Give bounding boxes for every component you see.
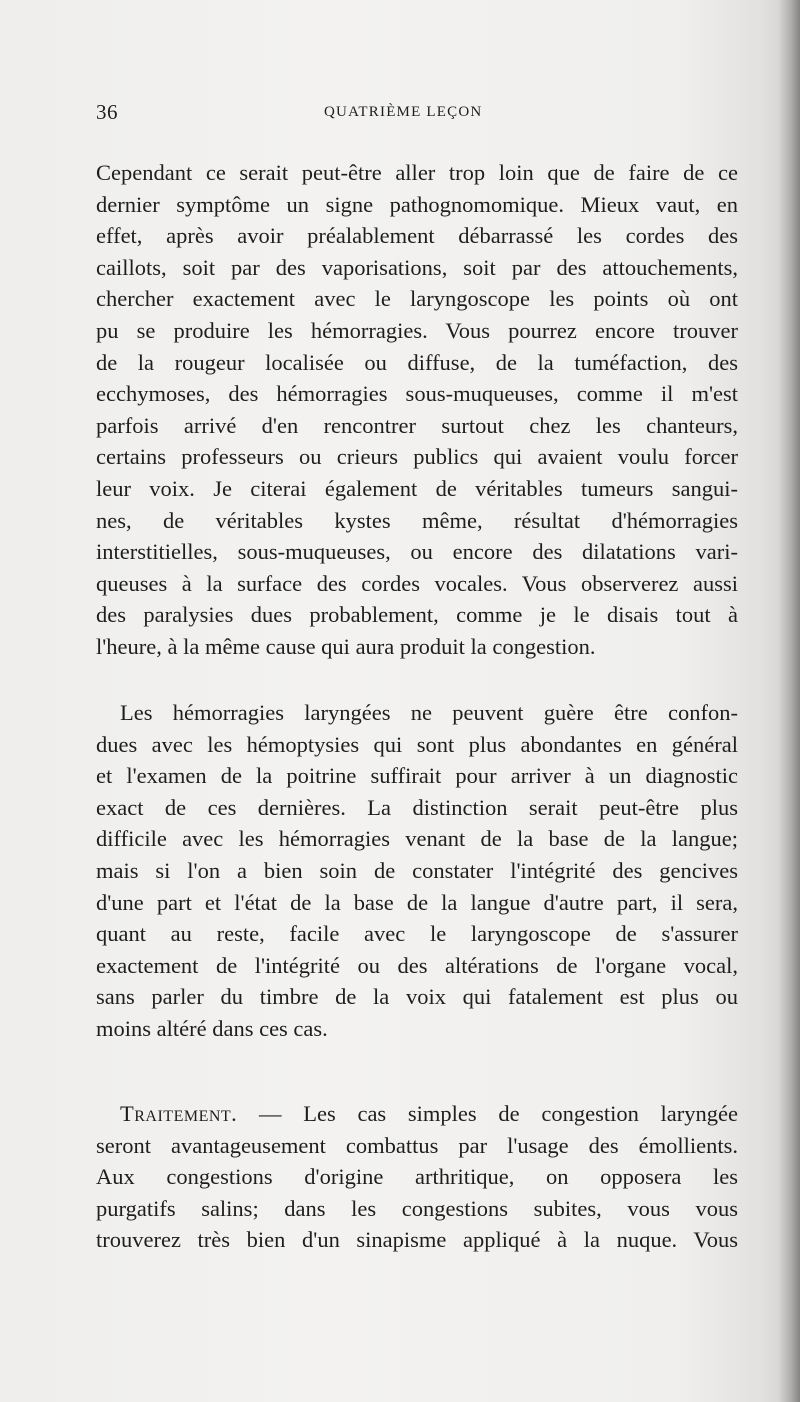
text-line: nes, de véritables kystes même, résultat d'hémorragies <box>96 507 738 533</box>
text-line: et l'examen de la poitrine suffirait pour arriver à un diagnostic <box>96 763 738 789</box>
text-line: Aux congestions d'origine arthritique, on opposera les <box>96 1164 738 1190</box>
page-header <box>96 100 736 130</box>
page-gutter-shadow <box>778 0 800 1402</box>
text-line: des paralysies dues probablement, comme je le disais tout à <box>96 602 738 628</box>
text-line: de la rougeur localisée ou diffuse, de la tuméfaction, des <box>96 349 738 375</box>
text-line: l'heure, à la même cause qui aura produit la congestion. <box>96 633 596 659</box>
text-line: purgatifs salins; dans les congestions subites, vous vous <box>96 1195 738 1221</box>
text-line: exactement de l'intégrité ou des altérations de l'organe vocal, <box>96 952 738 978</box>
text-line: mais si l'on a bien soin de constater l'intégrité des gencives <box>96 857 738 883</box>
text-line: leur voix. Je citerai également de véritables tumeurs sangui- <box>96 475 738 501</box>
text-line: quant au reste, facile avec le laryngoscope de s'assurer <box>96 921 738 947</box>
text-line: Cependant ce serait peut-être aller trop loin que de faire de ce <box>96 160 738 185</box>
text-line: queuses à la surface des cordes vocales. Vous observerez aussi <box>96 570 738 596</box>
text-line: exact de ces dernières. La distinction serait peut-être plus <box>96 794 738 820</box>
text-line: sans parler du timbre de la voix qui fatalement est plus ou <box>96 984 738 1010</box>
text-line: dues avec les hémoptysies qui sont plus abondantes en général <box>96 731 738 757</box>
paragraph-differential-diagnosis <box>96 697 738 1045</box>
text-line: ecchymoses, des hémorragies sous-muqueuses, comme il m'est <box>96 381 738 407</box>
text-line: difficile avec les hémorragies venant de la base de la langue; <box>96 826 738 852</box>
paragraph-treatment <box>96 1098 738 1256</box>
text-line: pu se produire les hémorragies. Vous pourrez encore trouver <box>96 317 738 343</box>
text-line: seront avantageusement combattus par l'usage des émollients. <box>96 1132 738 1158</box>
paragraph-hemorrhage-exam <box>96 157 738 663</box>
running-head: QUATRIÈME LEÇON <box>324 104 483 120</box>
text-line: caillots, soit par des vaporisations, soit par des attouchements, <box>96 254 738 280</box>
page-number: 36 <box>96 100 118 124</box>
text-line: certains professeurs ou crieurs publics qui avaient voulu forcer <box>96 444 738 470</box>
text-line: trouverez très bien d'un sinapisme appliqué à la nuque. Vous <box>96 1227 738 1253</box>
text-line: Les hémorragies laryngées ne peuvent guère être confon- <box>120 700 738 725</box>
heading-line-rest: — Les cas simples de congestion laryngée <box>237 1101 738 1126</box>
section-heading-treatment: Traitement. <box>120 1101 238 1126</box>
text-line-heading <box>96 1098 738 1130</box>
text-line: chercher exactement avec le laryngoscope les points où ont <box>96 286 738 312</box>
text-line: interstitielles, sous-muqueuses, ou encore des dilatations vari- <box>96 539 738 565</box>
text-line: dernier symptôme un signe pathognomomique. Mieux vaut, en <box>96 191 738 217</box>
text-line: effet, après avoir préalablement débarrassé les cordes des <box>96 223 738 249</box>
text-line: d'une part et l'état de la base de la langue d'autre part, il sera, <box>96 889 738 915</box>
text-line: moins altéré dans ces cas. <box>96 1015 328 1041</box>
text-line: parfois arrivé d'en rencontrer surtout chez les chanteurs, <box>96 412 738 438</box>
